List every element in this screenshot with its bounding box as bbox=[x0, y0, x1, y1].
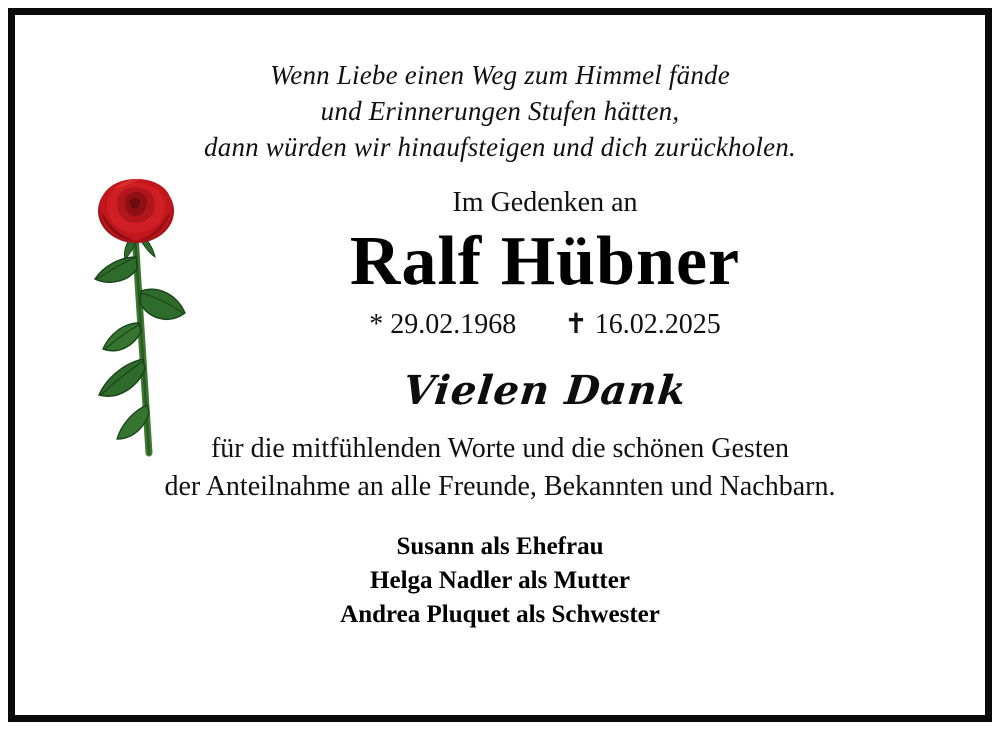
notice-border bbox=[8, 8, 992, 722]
family-line-3: Andrea Pluquet als Schwester bbox=[340, 601, 660, 628]
family-line-1: Susann als Ehefrau bbox=[396, 533, 604, 560]
thanks-line-2: der Anteilnahme an alle Freunde, Bekannten und Nachbarn. bbox=[164, 471, 836, 502]
memoriam-label: Im Gedenken an bbox=[452, 187, 638, 218]
thanks-heading: Vielen Dank bbox=[401, 367, 689, 414]
rose-icon bbox=[73, 173, 223, 473]
family-line-2: Helga Nadler als Mutter bbox=[370, 567, 630, 594]
thanks-line-1: für die mitfühlenden Worte und die schönen Gesten bbox=[210, 433, 790, 464]
poem-block bbox=[37, 57, 963, 165]
poem-line-3: dann würden wir hinaufsteigen und dich zurückholen. bbox=[204, 132, 796, 162]
death-date: ✝ 16.02.2025 bbox=[564, 309, 721, 340]
poem-line-2: und Erinnerungen Stufen hätten, bbox=[320, 96, 680, 126]
poem-line-1: Wenn Liebe einen Weg zum Himmel fände bbox=[270, 60, 730, 90]
deceased-name: Ralf Hübner bbox=[349, 223, 741, 300]
birth-date: * 29.02.1968 bbox=[369, 309, 517, 340]
family-block bbox=[37, 530, 963, 632]
